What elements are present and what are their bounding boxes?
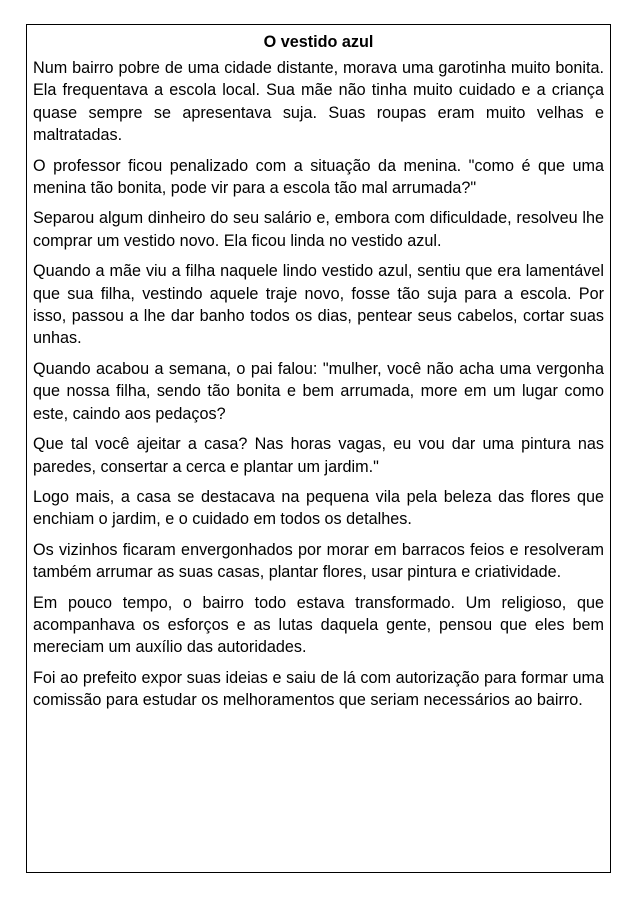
paragraph: Quando a mãe viu a filha naquele lindo vestido azul, sentiu que era lamentável que sua filha, vestindo aquele traje novo, fosse tão suja para a escola. Por isso, passou a lhe dar banho todos os dias, pentear seus cabelos, cortar suas unhas.: [33, 262, 604, 348]
paragraph: Separou algum dinheiro do seu salário e, embora com dificuldade, resolveu lhe comprar um vestido novo. Ela ficou linda no vestido azul.: [33, 209, 604, 250]
document-title: O vestido azul: [263, 33, 374, 51]
document-frame: [26, 24, 611, 873]
paragraph: Em pouco tempo, o bairro todo estava transformado. Um religioso, que acompanhava os esforços e as lutas daquela gente, pensou que eles bem mereciam um auxílio das autoridades.: [33, 593, 604, 657]
paragraph: Logo mais, a casa se destacava na pequena vila pela beleza das flores que enchiam o jardim, e o cuidado em todos os detalhes.: [33, 487, 604, 529]
paragraph: Quando acabou a semana, o pai falou: "mulher, você não acha uma vergonha que nossa filha, sendo tão bonita e bem arrumada, more em um lugar como este, caindo aos pedaços?: [33, 359, 604, 423]
paragraph: Num bairro pobre de uma cidade distante, morava uma garotinha muito bonita. Ela frequentava a escola local. Sua mãe não tinha muito cuidado e a criança quase sempre se apresentava suja. Suas roupas eram muito velhas e maltratadas.: [33, 59, 604, 145]
paragraph: Foi ao prefeito expor suas ideias e saiu de lá com autorização para formar uma comissão para estudar os melhoramentos que seriam necessários ao bairro.: [33, 668, 604, 710]
paragraph: Os vizinhos ficaram envergonhados por morar em barracos feios e resolveram também arrumar as suas casas, plantar flores, usar pintura e criatividade.: [33, 540, 604, 582]
paragraph: Que tal você ajeitar a casa? Nas horas vagas, eu vou dar uma pintura nas paredes, consertar a cerca e plantar um jardim.": [33, 435, 604, 476]
paragraph: O professor ficou penalizado com a situação da menina. "como é que uma menina tão bonita, pode vir para a escola tão mal arrumada?": [33, 156, 604, 198]
